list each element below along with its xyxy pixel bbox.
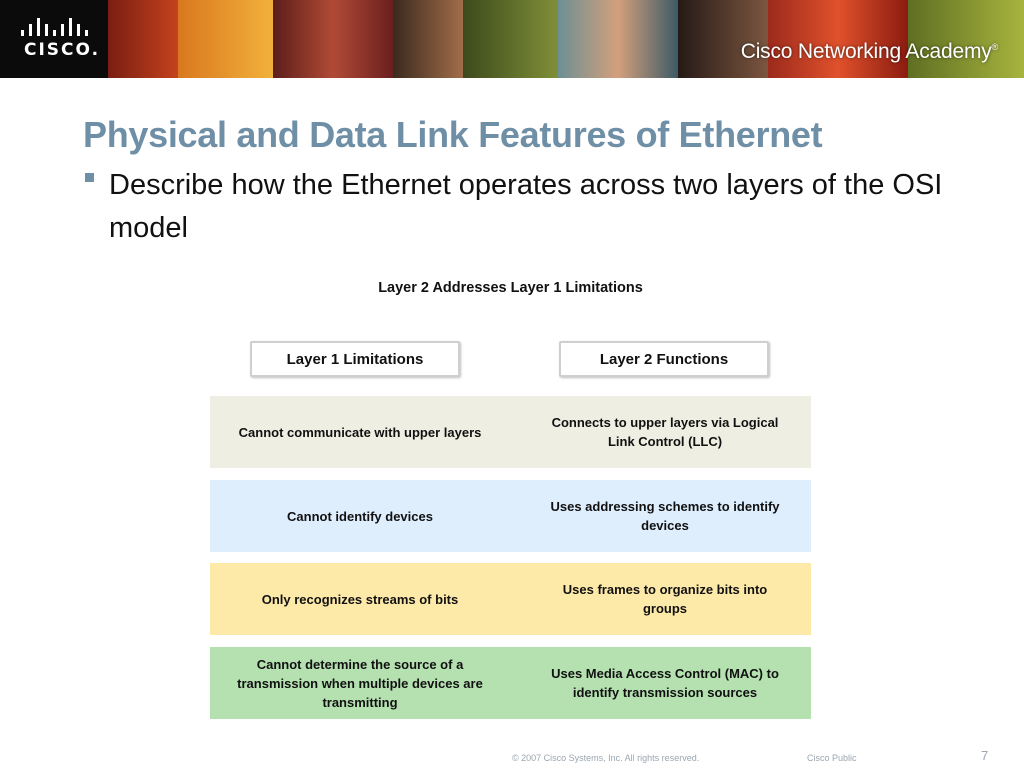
comparison-row [210, 647, 811, 719]
comparison-row [210, 480, 811, 552]
cisco-bridge-icon [20, 18, 92, 40]
layer1-limitation: Cannot determine the source of a transmission when multiple devices are transmitting [237, 656, 483, 710]
comparison-row [210, 563, 811, 635]
layer2-function: Uses Media Access Control (MAC) to identify transmission sources [551, 666, 779, 700]
layer1-limitation: Cannot identify devices [287, 508, 433, 524]
layer1-limitation: Cannot communicate with upper layers [238, 424, 482, 440]
footer-copyright: © 2007 Cisco Systems, Inc. All rights reserved. [512, 753, 700, 763]
layer2-function: Connects to upper layers via Logical Link Control (LLC) [551, 415, 779, 449]
page-number: 7 [981, 748, 989, 763]
layer2-header: Layer 2 Functions [559, 341, 769, 377]
square-bullet-icon [85, 173, 94, 182]
comparison-row [210, 396, 811, 468]
layer1-limitation: Only recognizes streams of bits [261, 591, 459, 607]
footer-classification: Cisco Public [807, 753, 857, 763]
banner-photo-strip [108, 0, 1024, 78]
diagram-title: Layer 2 Addresses Layer 1 Limitations [378, 280, 643, 296]
slide-title: Physical and Data Link Features of Ethernet [83, 114, 823, 155]
cisco-logo-text: CISCO. [24, 40, 101, 60]
cisco-logo [0, 0, 108, 78]
layer2-function: Uses addressing schemes to identify devices [550, 499, 780, 533]
layer1-header: Layer 1 Limitations [250, 341, 460, 377]
header-banner [0, 0, 1024, 78]
networking-academy-brand: Cisco Networking Academy® [740, 40, 998, 63]
bullet-text: Describe how the Ethernet operates across two layers of the OSI model [109, 169, 943, 244]
layer2-function: Uses frames to organize bits into groups [562, 582, 768, 616]
